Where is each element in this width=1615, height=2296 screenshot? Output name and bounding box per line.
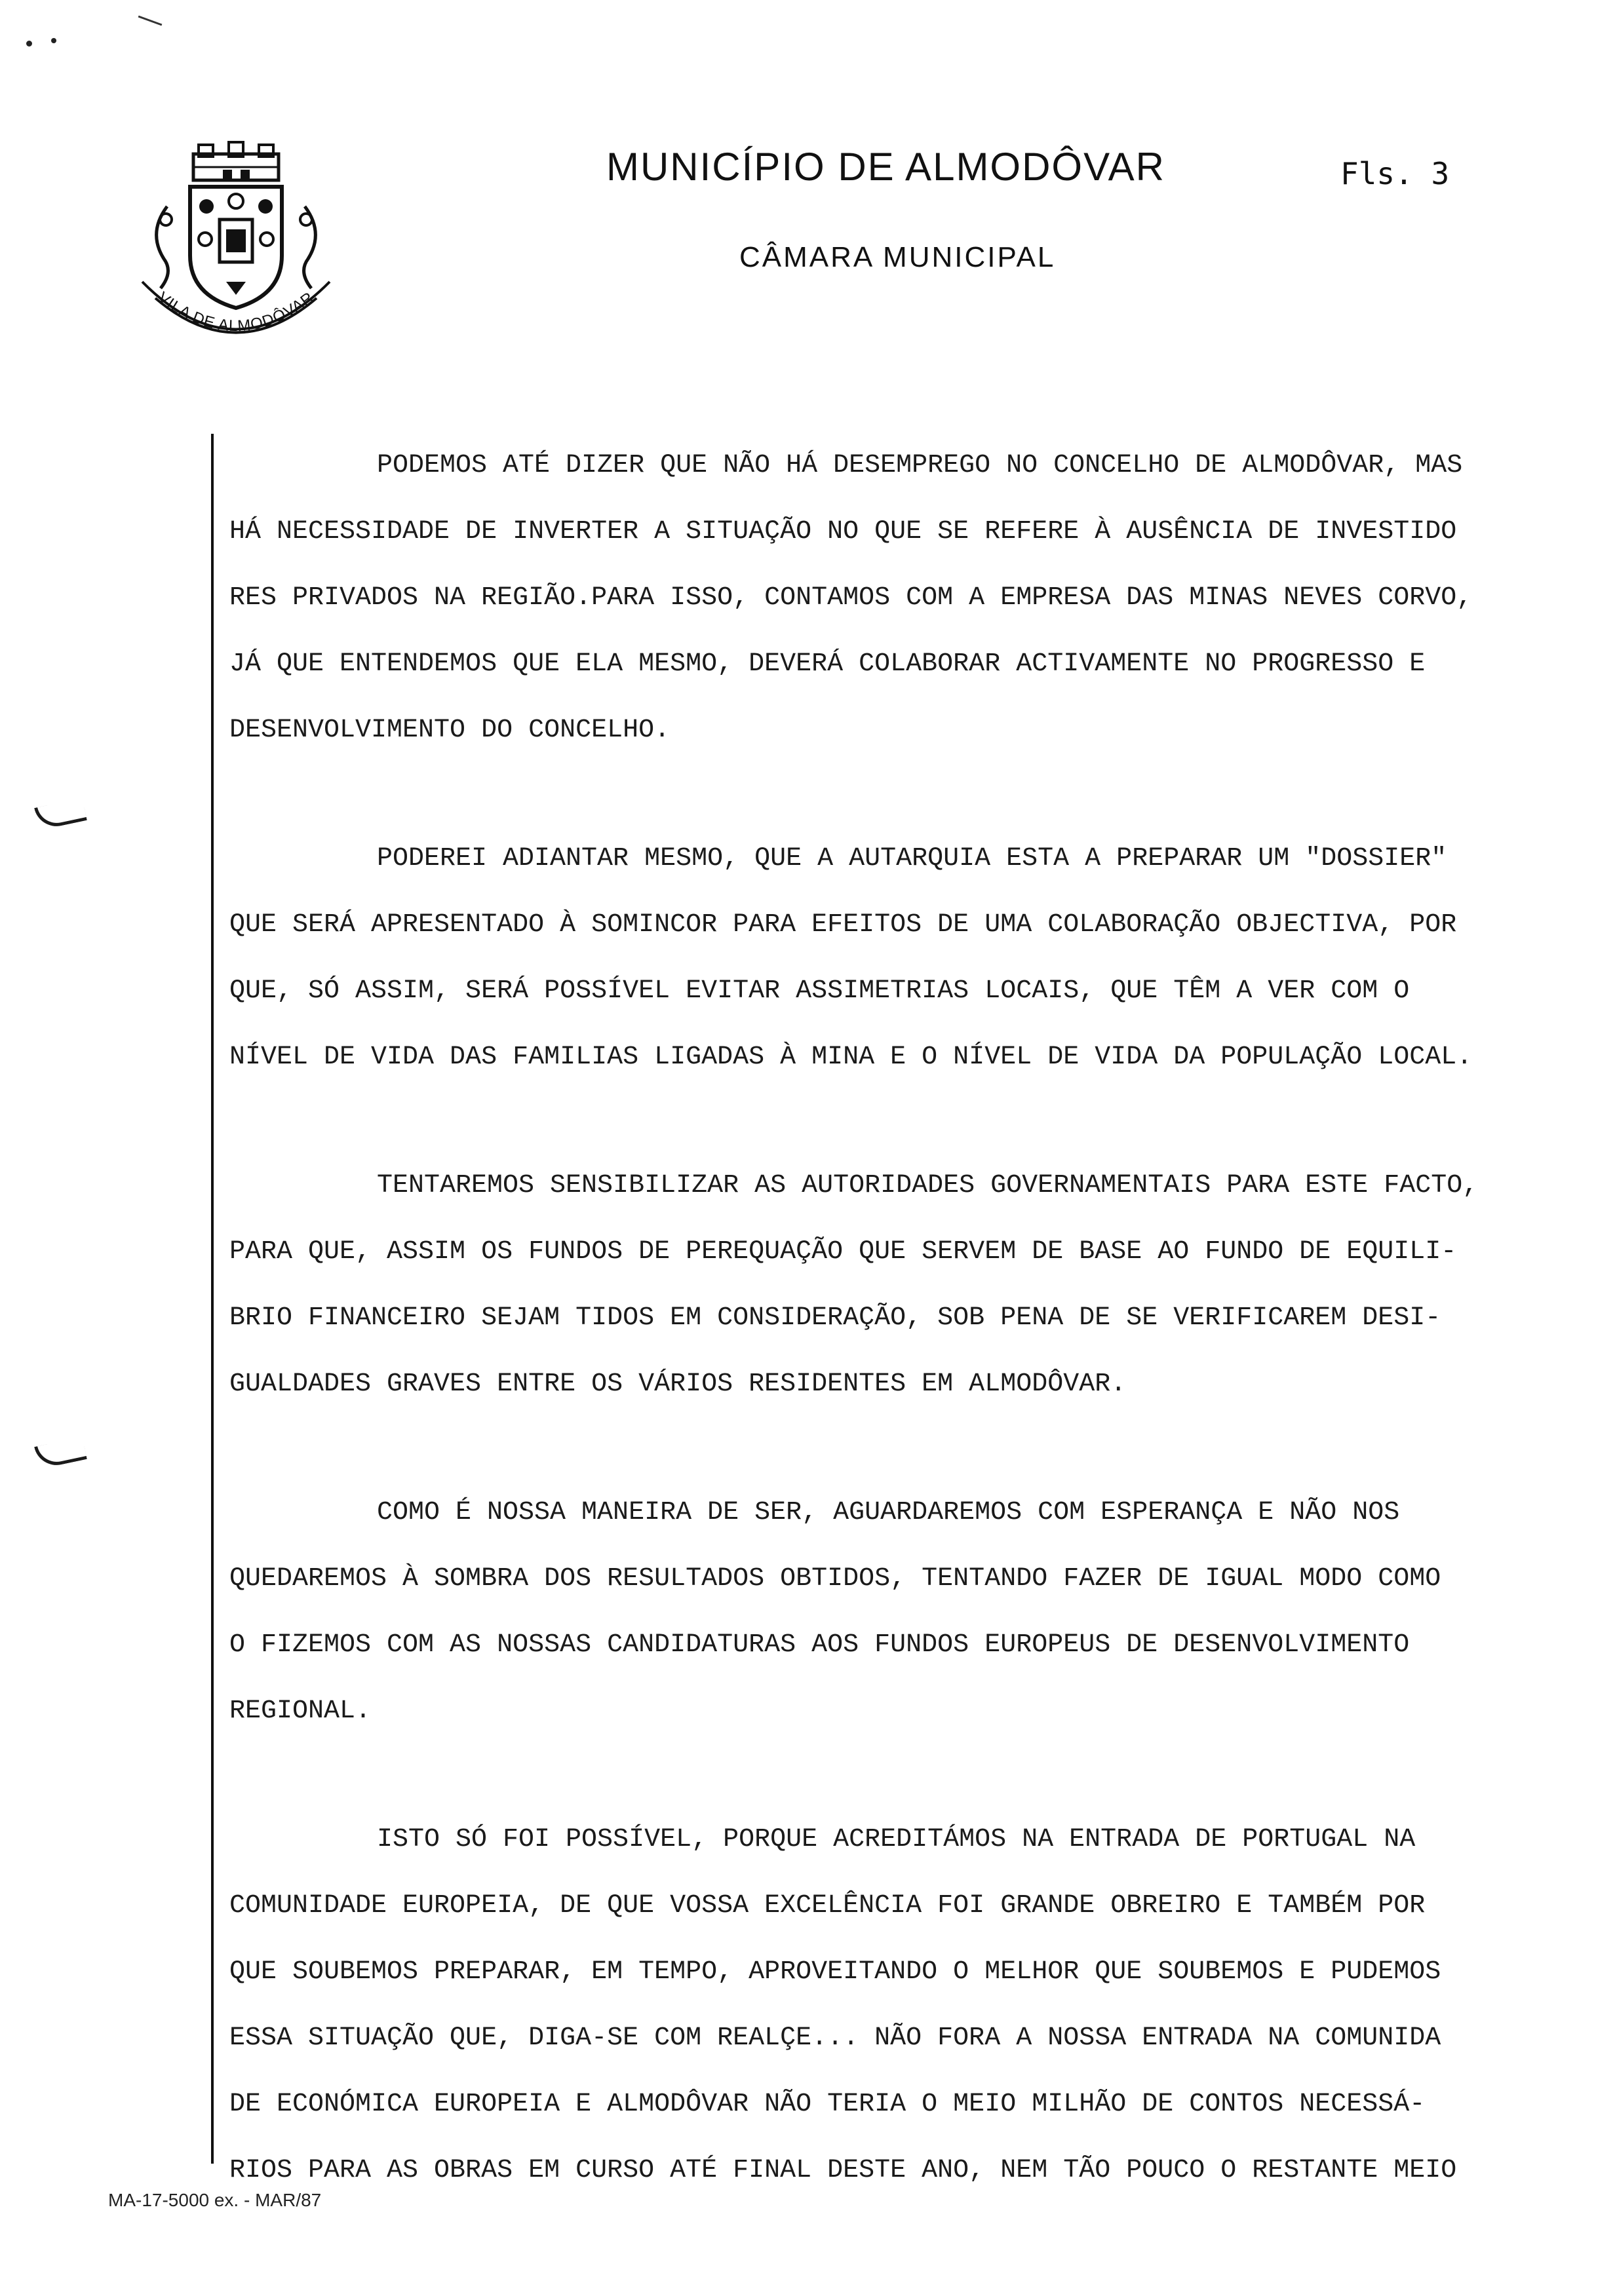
text-line: PARA QUE, ASSIM OS FUNDOS DE PEREQUAÇÃO QUE SERVEM DE BASE AO FUNDO DE EQUILI- — [229, 1237, 1457, 1267]
punch-hole-mark — [34, 1437, 87, 1470]
text-line: QUE, SÓ ASSIM, SERÁ POSSÍVEL EVITAR ASSIMETRIAS LOCAIS, QUE TÊM A VER COM O — [229, 976, 1410, 1006]
municipal-crest-icon — [128, 141, 344, 364]
text-line: PODEREI ADIANTAR MESMO, QUE A AUTARQUIA ESTA A PREPARAR UM "DOSSIER" — [377, 844, 1447, 873]
punch-hole-mark — [34, 798, 87, 831]
chamber-subtitle: CÂMARA MUNICIPAL — [739, 241, 1056, 273]
scan-scratch — [138, 16, 163, 26]
text-line: ESSA SITUAÇÃO QUE, DIGA-SE COM REALÇE... NÃO FORA A NOSSA ENTRADA NA COMUNIDA — [229, 2023, 1441, 2053]
text-line: BRIO FINANCEIRO SEJAM TIDOS EM CONSIDERAÇÃO, SOB PENA DE SE VERIFICAREM DESI- — [229, 1303, 1441, 1333]
paragraph — [229, 1153, 1540, 1417]
paragraph — [229, 432, 1540, 763]
text-line: TENTAREMOS SENSIBILIZAR AS AUTORIDADES GOVERNAMENTAIS PARA ESTE FACTO, — [377, 1171, 1479, 1200]
text-line: DE ECONÓMICA EUROPEIA E ALMODÔVAR NÃO TERIA O MEIO MILHÃO DE CONTOS NECESSÁ- — [229, 2090, 1426, 2119]
text-line: ISTO SÓ FOI POSSÍVEL, PORQUE ACREDITÁMOS NA ENTRADA DE PORTUGAL NA — [377, 1825, 1416, 1854]
form-code: MA-17-5000 ex. - MAR/87 — [108, 2190, 322, 2210]
crest-motto: VILA DE ALMODÔVAR — [154, 288, 318, 335]
municipality-title: MUNICÍPIO DE ALMODÔVAR — [606, 145, 1166, 189]
text-line: DESENVOLVIMENTO DO CONCELHO. — [229, 716, 671, 745]
scan-speck — [51, 38, 56, 43]
text-line: COMUNIDADE EUROPEIA, DE QUE VOSSA EXCELÊNCIA FOI GRANDE OBREIRO E TAMBÉM POR — [229, 1891, 1426, 1921]
paragraph — [229, 1807, 1540, 2204]
text-line: RES PRIVADOS NA REGIÃO.PARA ISSO, CONTAMOS COM A EMPRESA DAS MINAS NEVES CORVO, — [229, 583, 1473, 613]
text-line: PODEMOS ATÉ DIZER QUE NÃO HÁ DESEMPREGO NO CONCELHO DE ALMODÔVAR, MAS — [377, 451, 1463, 480]
margin-rule — [211, 434, 214, 2164]
paragraph — [229, 1480, 1540, 1744]
text-line: QUEDAREMOS À SOMBRA DOS RESULTADOS OBTIDOS, TENTANDO FAZER DE IGUAL MODO COMO — [229, 1564, 1441, 1594]
text-line: JÁ QUE ENTENDEMOS QUE ELA MESMO, DEVERÁ COLABORAR ACTIVAMENTE NO PROGRESSO E — [229, 649, 1426, 679]
text-line: QUE SERÁ APRESENTADO À SOMINCOR PARA EFEITOS DE UMA COLABORAÇÃO OBJECTIVA, POR — [229, 910, 1457, 940]
text-line: QUE SOUBEMOS PREPARAR, EM TEMPO, APROVEITANDO O MELHOR QUE SOUBEMOS E PUDEMOS — [229, 1957, 1441, 1987]
text-line: HÁ NECESSIDADE DE INVERTER A SITUAÇÃO NO QUE SE REFERE À AUSÊNCIA DE INVESTIDO — [229, 517, 1457, 546]
text-line: GUALDADES GRAVES ENTRE OS VÁRIOS RESIDENTES EM ALMODÔVAR. — [229, 1369, 1127, 1399]
text-line: O FIZEMOS COM AS NOSSAS CANDIDATURAS AOS FUNDOS EUROPEUS DE DESENVOLVIMENTO — [229, 1630, 1410, 1660]
folio-number: Fls. 3 — [1340, 156, 1450, 191]
text-line: REGIONAL. — [229, 1696, 372, 1726]
svg-text:VILA DE ALMODÔVAR — [155, 288, 318, 335]
text-line: COMO É NOSSA MANEIRA DE SER, AGUARDAREMOS COM ESPERANÇA E NÃO NOS — [377, 1498, 1400, 1527]
letter-body — [229, 432, 1540, 2266]
text-line: RIOS PARA AS OBRAS EM CURSO ATÉ FINAL DESTE ANO, NEM TÃO POUCO O RESTANTE MEIO — [229, 2156, 1457, 2185]
scan-speck — [26, 41, 32, 47]
text-line: NÍVEL DE VIDA DAS FAMILIAS LIGADAS À MINA E O NÍVEL DE VIDA DA POPULAÇÃO LOCAL. — [229, 1043, 1473, 1072]
paragraph — [229, 826, 1540, 1090]
